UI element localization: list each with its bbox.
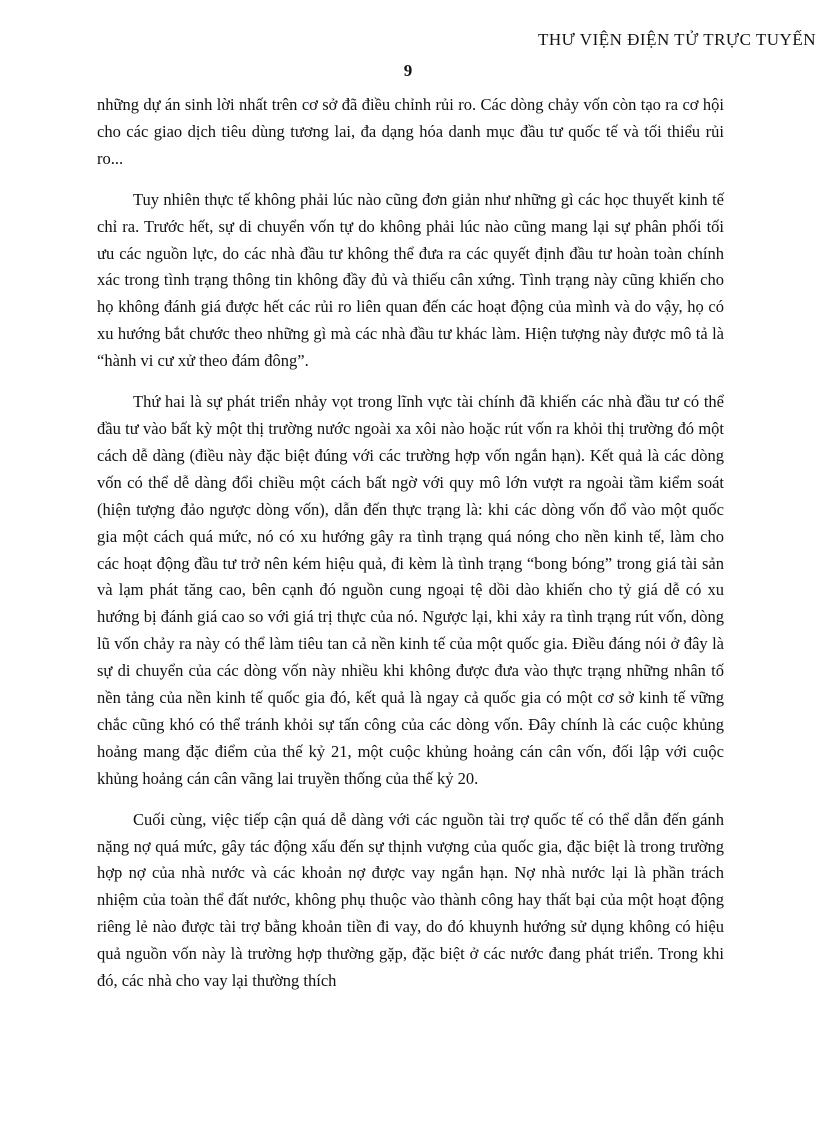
running-header: THƯ VIỆN ĐIỆN TỬ TRỰC TUYẾN (538, 30, 816, 49)
paragraph-4: Cuối cùng, việc tiếp cận quá dễ dàng với các nguồn tài trợ quốc tế có thể dẫn đến gánh nặng nợ quá mức, gây tác động xấu đến sự thịnh vượng của quốc gia, đặc biệt là trong trường hợp nợ của nhà nước và các khoản nợ được vay ngắn hạn. Nợ nhà nước lại là phần trách nhiệm của toàn thể đất nước, không phụ thuộc vào thành công hay thất bại của một hoạt động riêng lẻ nào được tài trợ bằng khoản tiền đi vay, do đó khuynh hướng sử dụng không có hiệu quả nguồn vốn này là trường hợp thường gặp, đặc biệt ở các nước đang phát triển. Trong khi đó, các nhà cho vay lại thường thích (97, 809, 724, 991)
paragraph-3: Thứ hai là sự phát triển nhảy vọt trong lĩnh vực tài chính đã khiến các nhà đầu tư có thể đầu tư vào bất kỳ một thị trường nước ngoài xa xôi nào hoặc rút vốn ra khỏi thị trường đó một cách dễ dàng (điều này đặc biệt đúng với các trường hợp vốn ngắn hạn). Kết quả là các dòng vốn có thể dễ dàng đổi chiều một cách bất ngờ với quy mô lớn vượt ra ngoài tầm kiểm soát (hiện tượng đảo ngược dòng vốn), dẫn đến thực trạng là: khi các dòng vốn đổ vào một quốc gia một cách quá mức, nó có xu hướng gây ra tình trạng quá nóng cho nền kinh tế, làm cho các hoạt động đầu tư trở nên kém hiệu quả, đi kèm là tình trạng “bong bóng” trong giá tài sản và lạm phát tăng cao, bên cạnh đó nguồn cung ngoại tệ dồi dào khiến cho tỷ giá dễ có xu hướng bị đánh giá cao so với giá trị thực của nó. Ngược lại, khi xảy ra tình trạng rút vốn, dòng lũ vốn chảy ra này có thể làm tiêu tan cả nền kinh tế của một quốc gia. Điều đáng nói ở đây là sự di chuyển của các dòng vốn này nhiều khi không được đưa vào thực trạng những nhân tố nền tảng của nền kinh tế quốc gia đó, kết quả là ngay cả quốc gia có một cơ sở kinh tế vững chắc cũng khó có thể tránh khỏi sự tấn công của các dòng vốn. Đây chính là các cuộc khủng hoảng mang đặc điểm của thế kỷ 21, một cuộc khủng hoảng cán cân vốn, đối lập với cuộc khủng hoảng cán cân vãng lai truyền thống của thế kỷ 20. (97, 392, 724, 788)
page-number: 9 (403, 61, 413, 80)
paragraph-2: Tuy nhiên thực tế không phải lúc nào cũng đơn giản như những gì các học thuyết kinh tế chỉ ra. Trước hết, sự di chuyển vốn tự do không phải lúc nào cũng mang lại sự phân phối tối ưu các nguồn lực, do các nhà đầu tư không thể đưa ra các quyết định đầu tư hoàn toàn chính xác trong tình trạng thông tin không đầy đủ và thiếu cân xứng. Tình trạng này cũng khiến cho họ không đánh giá được hết các rủi ro liên quan đến các hoạt động của mình và do vậy, họ có xu hướng bắt chước theo những gì mà các nhà đầu tư khác làm. Hiện tượng này được mô tả là “hành vi cư xử theo đám đông”. (97, 189, 724, 371)
document-body (97, 92, 724, 1009)
paragraph-1: những dự án sinh lời nhất trên cơ sở đã điều chỉnh rủi ro. Các dòng chảy vốn còn tạo ra cơ hội cho các giao dịch tiêu dùng tương lai, đa dạng hóa danh mục đầu tư quốc tế và tối thiểu rủi ro... (97, 95, 724, 168)
